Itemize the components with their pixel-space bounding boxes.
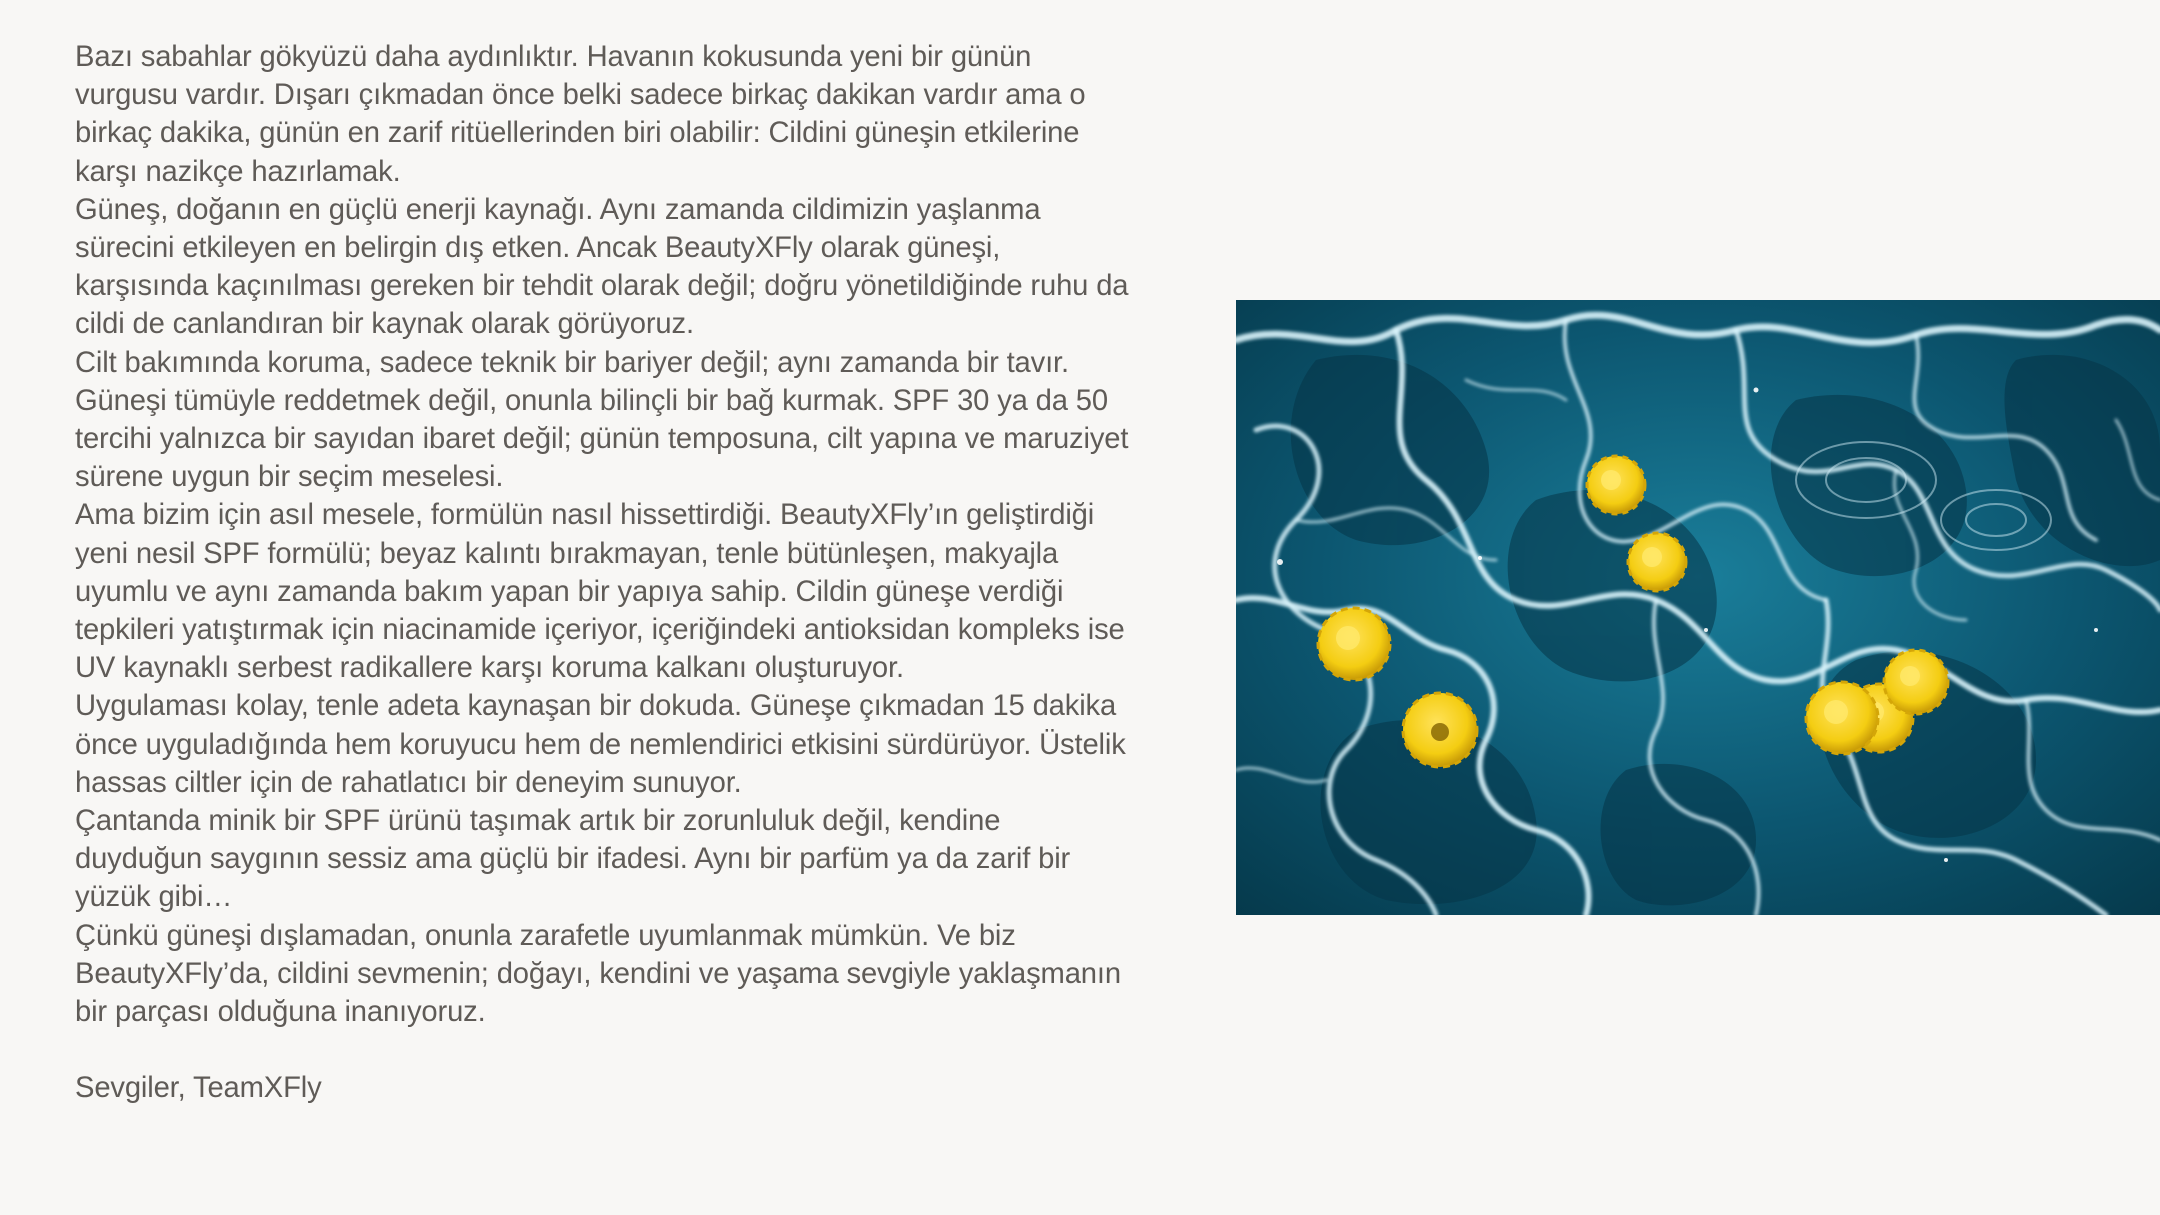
flower-4 — [1403, 693, 1477, 767]
article-paragraph-4: Ama bizim için asıl mesele, formülün nasıl hissettirdiği. BeautyXFly’ın geliştirdiği yeni nesil SPF formülü; beyaz kalıntı bırakmayan, tenle bütünleşen, makyajla uyumlu ve aynı zamanda bakım yapan bir yapıya sahip. Cildin güneşe verdiği tepkileri yatıştırmak için niacinamide içeriyor, içeriğindeki antioksidan kompleks ise UV kaynaklı serbest radikallere karşı koruma kalkanı oluşturuyor. — [75, 499, 1125, 685]
article-paragraph-6: Çantanda minik bir SPF ürünü taşımak artık bir zorunluluk değil, kendine duyduğun saygının sessiz ama güçlü bir ifadesi. Aynı bir parfüm ya da zarif bir yüzük gibi… — [75, 805, 1071, 914]
article-text — [75, 38, 1130, 1108]
article-paragraph-2: Güneş, doğanın en güçlü enerji kaynağı. Aynı zamanda cildimizin yaşlanma sürecini etkileyen en belirgin dış etken. Ancak BeautyXFly olarak güneşi, karşısında kaçınılması gereken bir tehdit olarak değil; doğru yönetildiğinde ruhu da cildi de canlandıran bir kaynak olarak görüyoruz. — [75, 193, 1129, 341]
flower-1 — [1587, 456, 1645, 514]
water-flowers-illustration — [1236, 300, 2160, 915]
article-paragraph-3: Cilt bakımında koruma, sadece teknik bir bariyer değil; aynı zamanda bir tavır. Güneşi tümüyle reddetmek değil, onunla bilinçli bir bağ kurmak. SPF 30 ya da 50 tercihi yalnızca bir sayıdan ibaret değil; günün temposuna, cilt yapına ve maruziyet sürene uygun bir seçim meselesi. — [75, 346, 1129, 494]
article-signoff: Sevgiler, TeamXFly — [75, 1072, 322, 1105]
article-paragraph-5: Uygulaması kolay, tenle adeta kaynaşan bir dokuda. Güneşe çıkmadan 15 dakika önce uyguladığında hem koruyucu hem de nemlendirici etkisini sürdürüyor. Üstelik hassas ciltler için de rahatlatıcı bir deneyim sunuyor. — [75, 690, 1126, 799]
article-paragraph-1: Bazı sabahlar gökyüzü daha aydınlıktır. Havanın kokusunda yeni bir günün vurgusu vardır. Dışarı çıkmadan önce belki sadece birkaç dakikan vardır ama o birkaç dakika, günün en zarif ritüellerinden biri olabilir: Cildini güneşin etkilerine karşı nazikçe hazırlamak. — [75, 41, 1086, 188]
flower-6 — [1806, 682, 1878, 754]
flower-3 — [1318, 608, 1390, 680]
article-paragraph-7: Çünkü güneşi dışlamadan, onunla zarafetle uyumlanmak mümkün. Ve biz BeautyXFly’da, cildini sevmenin; doğayı, kendini ve yaşama sevgiyle yaklaşmanın bir parçası olduğuna inanıyoruz. — [75, 919, 1121, 1029]
flower-2 — [1628, 533, 1686, 591]
water-flowers-photo — [1236, 300, 2160, 915]
flower-7 — [1884, 650, 1948, 714]
